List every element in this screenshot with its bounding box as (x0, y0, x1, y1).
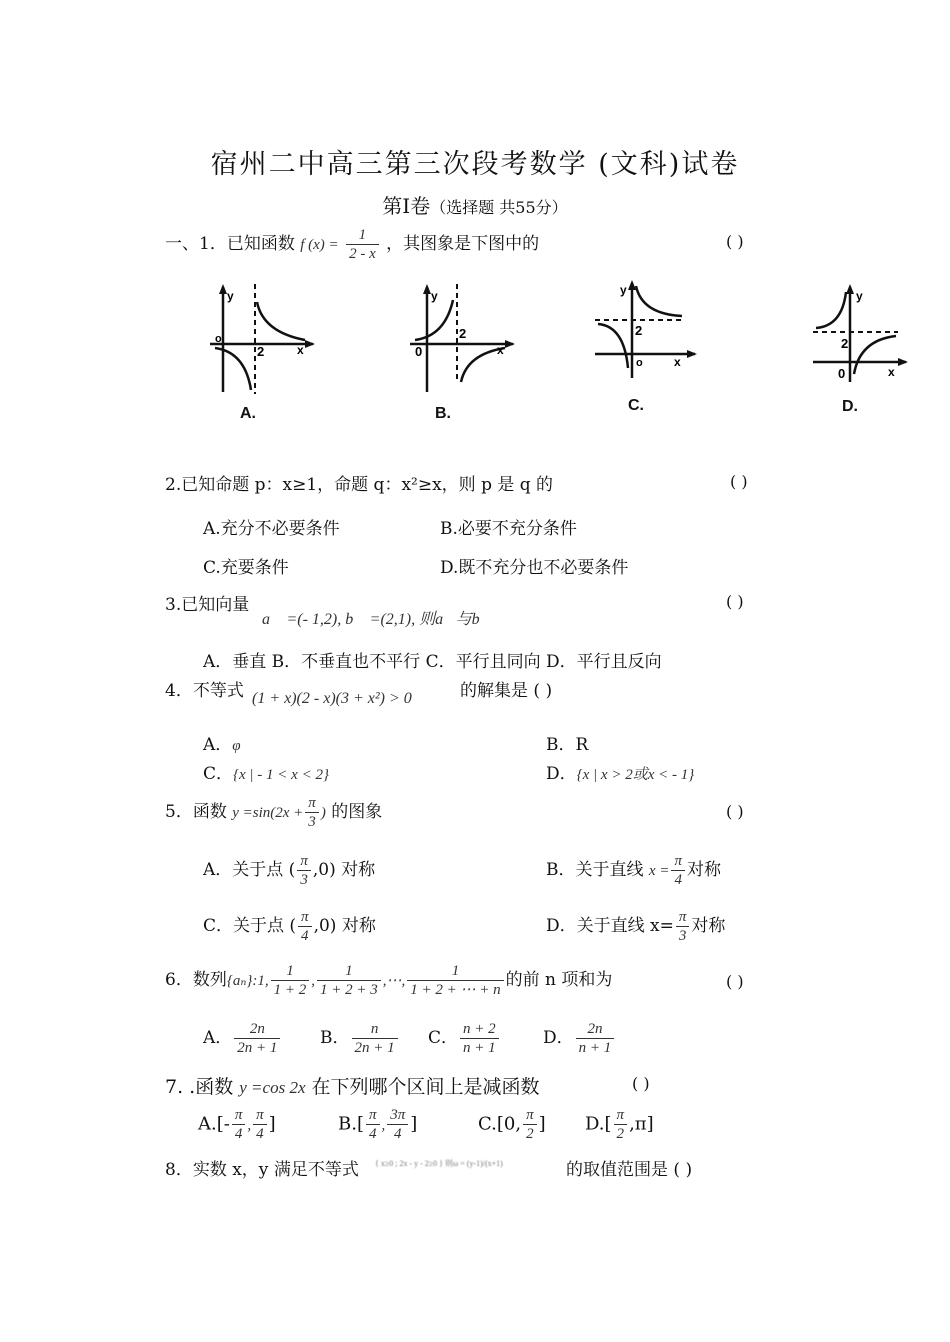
q2-option-b: B.必要不充分条件 (440, 519, 577, 539)
q5-expr-rhs: ) (320, 805, 326, 821)
q1-prefix: 一、1．已知函数 (165, 234, 295, 254)
graph-b-y: y (431, 289, 438, 303)
q5-option-b (546, 852, 721, 889)
q1-frac-num: 1 (346, 226, 379, 245)
q4-suffix: 的解集是 ( ) (460, 681, 553, 701)
q5-d-den: 3 (678, 928, 687, 944)
q5-option-a (203, 852, 375, 889)
q7-a-n1: π (232, 1106, 246, 1125)
q7-b-frac-1 (366, 1106, 380, 1143)
q6-d-frac (576, 1020, 615, 1057)
graph-d-mark: 2 (841, 336, 849, 351)
q6-t3-den: 1 + 2 + ⋯ + n (410, 982, 501, 998)
q5-frac-num: π (305, 794, 319, 813)
graph-c-y: y (620, 283, 627, 297)
q2-answer-bracket: ( ) (730, 472, 748, 491)
q6-c-num: n + 2 (460, 1020, 499, 1039)
q5-c-frac (298, 908, 312, 945)
graph-a-origin: o (215, 333, 222, 345)
q6-t2-num: 1 (317, 962, 381, 981)
q7-b-n1: π (366, 1106, 380, 1125)
q5-option-c (203, 908, 376, 945)
q7-option-d (585, 1106, 654, 1143)
q7-d-frac-1 (614, 1106, 628, 1143)
q6-d-label: D． (543, 1028, 574, 1048)
q7-a-pre: A.[- (198, 1113, 230, 1135)
graph-b (405, 282, 520, 397)
q5-option-d (546, 908, 725, 945)
q7-c-post: ] (538, 1113, 546, 1135)
q4-option-d (546, 759, 694, 784)
q6-d-den: n + 1 (578, 1040, 612, 1056)
q6-option-c (428, 1020, 501, 1057)
q5-suffix: 的图象 (331, 802, 383, 822)
q4-c-value: {x | - 1 < x < 2} (233, 767, 329, 783)
graph-d-origin: 0 (838, 366, 846, 381)
graph-c-label: C. (628, 397, 644, 414)
q7-answer-bracket: ( ) (632, 1074, 650, 1093)
q7-d-n1: π (614, 1106, 628, 1125)
q6-b-den: 2n + 1 (354, 1040, 395, 1056)
graph-a-x: x (297, 343, 304, 357)
q6-suffix: 的前 n 项和为 (505, 970, 613, 990)
q5-c-num: π (298, 908, 312, 927)
q4-d-value: {x | x > 2或x < - 1} (576, 767, 695, 783)
q5-expr-lhs: y =sin(2x + (232, 805, 304, 821)
q7-d-d1: 2 (616, 1126, 625, 1142)
q6-t2-den: 1 + 2 + 3 (320, 982, 378, 998)
graph-d (808, 282, 913, 387)
q7-c-frac-1 (523, 1106, 537, 1143)
question-3-stem (165, 590, 249, 615)
section-note: （选择题 共55分） (430, 198, 568, 217)
q5-c-post: ,0) 对称 (313, 916, 376, 936)
q5-b-pre: B．关于直线 (546, 860, 644, 880)
q5-b-num: π (671, 852, 685, 871)
graph-b-x: x (497, 343, 504, 357)
q6-term-2 (317, 962, 381, 999)
question-6-stem: 6．数列{aₙ}:1, $\frac{1}{1 + 2}$ , $\frac{1}{1 + 2 + 3}$ ,⋯, $\frac{1}{1 + 2 + \cdots + n}$ 的前 n 项和为 (165, 963, 613, 998)
q6-stem-text: 6．数列 (165, 970, 227, 990)
q5-a-frac (297, 852, 311, 889)
q1-fraction (346, 226, 379, 263)
q3-answer-bracket: ( ) (726, 592, 744, 611)
q6-d-num: 2n (576, 1020, 615, 1039)
q4-option-c (203, 759, 329, 784)
q5-b-frac (671, 852, 685, 889)
q6-seq-head: {aₙ}:1, (226, 973, 269, 989)
q7-suffix: 在下列哪个区间上是减函数 (311, 1076, 540, 1098)
q6-t3-num: 1 (407, 962, 503, 981)
graph-c-mark: 2 (635, 323, 643, 338)
q5-d-num: π (676, 908, 690, 927)
q6-c-den: n + 1 (463, 1040, 496, 1056)
graph-a-y: y (227, 289, 234, 303)
graph-d-y: y (856, 289, 863, 303)
q4-inequality: (1 + x)(2 - x)(3 + x²) > 0 (252, 690, 412, 707)
q5-expr-frac (305, 794, 319, 831)
section-name: 第Ⅰ卷 (382, 194, 431, 218)
q5-stem-text: 5．函数 (165, 802, 227, 822)
q6-dots: ,⋯, (382, 973, 406, 989)
q6-c-label: C． (428, 1028, 459, 1048)
q6-term-1 (271, 962, 310, 999)
q6-option-d (543, 1020, 616, 1057)
graph-d-x: x (888, 365, 895, 379)
q6-option-a (203, 1020, 282, 1057)
q6-b-frac (352, 1020, 398, 1057)
question-4-stem: 4．不等式 (165, 681, 244, 701)
q5-b-lhs: x = (648, 863, 670, 879)
q7-option-b: B.[ $\frac{\pi}{4}$ , $\frac{3\pi}{4}$ ] (338, 1107, 418, 1142)
q8-suffix: 的取值范围是 ( ) (566, 1160, 693, 1180)
q6-answer-bracket: ( ) (726, 972, 744, 991)
q5-a-post: ,0) 对称 (312, 860, 376, 880)
q8-stem-text: 8．实数 x，y 满足不等式 (165, 1160, 359, 1180)
graph-c (590, 278, 705, 383)
q7-option-c (478, 1106, 546, 1143)
question-7-stem (165, 1072, 540, 1099)
q6-a-num: 2n (234, 1020, 280, 1039)
q6-a-label: A． (203, 1028, 233, 1048)
q4-option-a (203, 730, 241, 755)
q3-vector-expr: a⃗ =(- 1,2), b⃗ =(2,1), 则a⃗与b⃗ (262, 611, 493, 628)
q7-a-frac-1 (232, 1106, 246, 1143)
graph-d-label: D. (842, 398, 858, 415)
graph-c-x: x (674, 355, 681, 369)
q7-stem-text: 7. .函数 (165, 1076, 234, 1098)
q6-b-num: n (352, 1020, 398, 1039)
q6-t1-den: 1 + 2 (273, 982, 307, 998)
graph-a (205, 282, 320, 397)
q5-answer-bracket: ( ) (726, 802, 744, 821)
question-1-stem (165, 226, 539, 263)
q6-c-frac (460, 1020, 499, 1057)
q7-a-d2: 4 (256, 1126, 264, 1142)
q7-a-d1: 4 (234, 1126, 243, 1142)
graph-c-origin: o (636, 357, 643, 369)
q7-c-pre: C.[0, (478, 1113, 522, 1135)
q5-frac-den: 3 (308, 814, 316, 830)
question-5-stem (165, 794, 382, 831)
q3-stem-text: 3.已知向量 (165, 595, 250, 615)
graph-a-label: A. (240, 405, 256, 422)
q1-frac-den: 2 - x (349, 246, 376, 262)
q7-expr: y =cos 2x (239, 1078, 306, 1097)
question-8-stem (165, 1155, 359, 1180)
q1-func-lhs: f (x) = (300, 237, 339, 253)
q1-suffix: ，其图象是下图中的 (386, 234, 540, 254)
graph-b-mark: 2 (459, 326, 467, 341)
q5-d-pre: D．关于直线 x= (546, 916, 674, 936)
graph-a-mark: 2 (257, 344, 265, 359)
q6-option-b (320, 1020, 400, 1057)
q7-a-frac-2 (253, 1106, 267, 1143)
q6-t1-num: 1 (271, 962, 310, 981)
q7-c-n1: π (523, 1106, 537, 1125)
q7-b-pre: B.[ (338, 1113, 364, 1135)
q7-option-a: A.[- $\frac{\pi}{4}$ , $\frac{\pi}{4}$ ] (198, 1107, 276, 1142)
q7-b-d1: 4 (368, 1126, 377, 1142)
q4-a-label: A． (203, 735, 233, 755)
q5-d-frac (676, 908, 690, 945)
q5-a-num: π (297, 852, 311, 871)
graph-b-label: B. (435, 405, 451, 422)
q7-a-n2: π (253, 1106, 267, 1125)
question-2-stem: 2.已知命题 p：x≥1，命题 q：x²≥x，则 p 是 q 的 (165, 475, 554, 495)
q5-c-den: 4 (301, 928, 309, 944)
q5-d-post: 对称 (691, 916, 726, 936)
q5-c-pre: C．关于点 ( (203, 916, 297, 936)
q4-a-value: φ (232, 738, 241, 754)
q3-options: A．垂直 B．不垂直也不平行 C．平行且同向 D．平行且反向 (203, 652, 662, 672)
q7-b-post: ] (410, 1113, 418, 1135)
q6-a-den: 2n + 1 (237, 1040, 278, 1056)
q7-b-d2: 4 (394, 1126, 402, 1142)
q5-b-post: 对称 (686, 860, 721, 880)
q7-a-post: ] (268, 1113, 276, 1135)
q6-a-frac (234, 1020, 280, 1057)
q2-option-a: A.充分不必要条件 (203, 519, 340, 539)
q5-b-den: 4 (674, 872, 682, 888)
q1-answer-bracket: ( ) (726, 232, 744, 251)
section-subtitle (0, 190, 950, 219)
q2-option-d: D.既不充分也不必要条件 (440, 558, 629, 578)
q7-c-d1: 2 (526, 1126, 534, 1142)
q5-a-den: 3 (300, 872, 308, 888)
q5-a-pre: A．关于点 ( (203, 860, 296, 880)
graph-b-origin: 0 (415, 344, 423, 359)
q6-b-label: B． (320, 1028, 350, 1048)
q7-b-n2: 3π (387, 1106, 408, 1125)
q4-d-label: D． (546, 764, 577, 784)
q6-term-n (407, 962, 503, 999)
q7-d-pre: D.[ (585, 1113, 612, 1135)
q2-option-c: C.充要条件 (203, 558, 289, 578)
q8-blurred-formula: { x≥0 ; 2x - y - 2≥0 } 则ω = (y-1)/(x+1) (375, 1159, 503, 1168)
q7-d-post: ,π] (629, 1113, 654, 1135)
q4-option-b: B．R (546, 735, 589, 755)
q4-c-label: C． (203, 764, 234, 784)
q7-b-frac-2 (387, 1106, 408, 1143)
page-title: 宿州二中高三第三次段考数学 (文科)试卷 (210, 149, 740, 180)
